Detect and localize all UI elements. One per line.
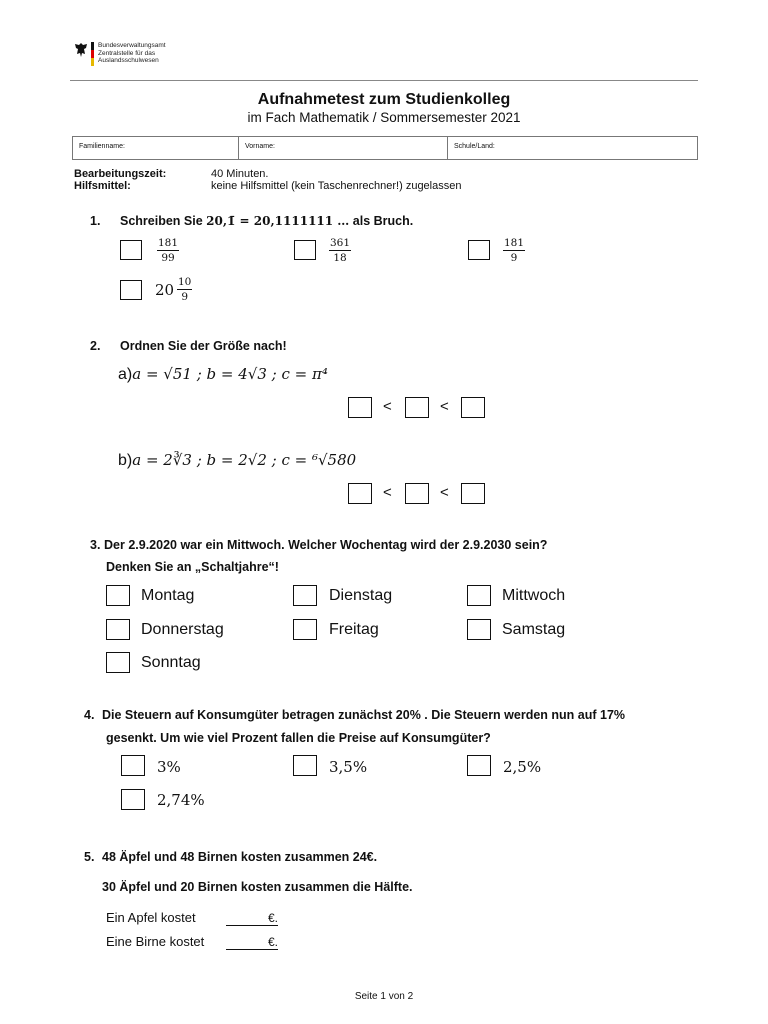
q1-option-1-checkbox[interactable] [120,240,142,260]
q3-option-dienstag: Dienstag [329,587,393,604]
aids-label: Hilfsmittel: [74,180,131,192]
q4-option-1: 3% [157,758,181,776]
q2b-slot-2[interactable] [405,483,429,504]
q3-option-donnerstag-checkbox[interactable] [106,619,130,640]
logo [74,42,88,63]
q1-prompt: Schreiben Sie 20,1̄ = 20,1111111 … als Bruch. [120,214,414,228]
q2b-slot-1[interactable] [348,483,372,504]
q2b-expression: a = 2∛3 ; b = 2√2 ; c = ⁶√580 [132,451,357,469]
q4-line-2: gesenkt. Um wie viel Prozent fallen die Preise auf Konsumgüter? [106,731,491,745]
q2a-less-than-1: < [383,398,392,415]
logo-text [98,42,166,65]
q4-line-1: Die Steuern auf Konsumgüter betragen zunächst 20% . Die Steuern werden nun auf 17% [102,708,626,722]
q4-option-4: 2,74% [157,791,205,809]
q3-option-freitag: Freitag [329,621,379,638]
q2b-label: b) [118,452,133,469]
q1-option-2: $\frac{361}{18}$ [330,237,351,264]
q1-option-4-checkbox[interactable] [120,280,142,300]
q2b-less-than-1: < [383,484,392,501]
federal-eagle-icon [74,42,88,58]
q4-option-3-checkbox[interactable] [467,755,491,776]
q4-option-1-checkbox[interactable] [121,755,145,776]
flag-stripe [91,42,94,66]
q3-number: 3. [90,538,101,552]
q1-option-1: $\frac{181}{99}$ [158,237,179,264]
q3-option-donnerstag: Donnerstag [141,621,224,638]
q2a-slot-1[interactable] [348,397,372,418]
apple-price-answer[interactable] [226,909,278,927]
q3-option-freitag-checkbox[interactable] [293,619,317,640]
page-number: Seite 1 von 2 [354,991,414,1002]
pear-price-label: Eine Birne kostet [106,934,205,949]
q3-option-samstag: Samstag [502,621,566,638]
q1-option-2-checkbox[interactable] [294,240,316,260]
q1-number: 1. [90,214,101,228]
q3-option-montag: Montag [141,587,195,604]
q3-option-sonntag-checkbox[interactable] [106,652,130,673]
logo-line: Zentralstelle für das [98,49,156,57]
q2b-slot-3[interactable] [461,483,485,504]
student-info-box [72,136,698,160]
q5-line-1: 48 Äpfel und 48 Birnen kosten zusammen 24€. [102,850,378,864]
q3-option-samstag-checkbox[interactable] [467,619,491,640]
q4-number: 4. [84,708,95,722]
q3-line-1: Der 2.9.2020 war ein Mittwoch. Welcher Wochentag wird der 2.9.2030 sein? [104,538,548,552]
time-value: 40 Minuten. [211,168,269,180]
q4-option-3: 2,5% [503,758,542,776]
q3-option-mittwoch-checkbox[interactable] [467,585,491,606]
logo-line: Auslandsschulwesen [98,57,159,64]
q1-option-4-whole: 20 [155,281,175,299]
q2b-line [118,451,356,470]
q1-option-3: $\frac{181}{9}$ [504,237,525,264]
q3-option-montag-checkbox[interactable] [106,585,130,606]
q5-line-2: 30 Äpfel und 20 Birnen kosten zusammen die Hälfte. [102,880,413,894]
page-subtitle: im Fach Mathematik / Sommersemester 2021 [247,110,521,125]
page-title: Aufnahmetest zum Studienkolleg [257,91,511,108]
q2a-line [118,365,328,384]
apple-price-currency: €. [226,911,278,926]
q2a-less-than-2: < [440,398,449,415]
q1-option-3-checkbox[interactable] [468,240,490,260]
q4-option-2: 3,5% [329,758,368,776]
family-name-field[interactable]: Familienname: [73,137,239,159]
q1-option-4-fraction: $\frac{10}{9}$ [178,276,192,303]
pear-price-currency: €. [226,935,278,950]
pear-price-answer[interactable] [226,933,278,951]
logo-line: Bundesverwaltungsamt [98,42,166,49]
q4-option-4-checkbox[interactable] [121,789,145,810]
q4-option-2-checkbox[interactable] [293,755,317,776]
header-rule [70,80,698,81]
first-name-field[interactable]: Vorname: [239,137,448,159]
q2b-less-than-2: < [440,484,449,501]
q5-number: 5. [84,850,95,864]
q2a-label: a) [118,366,133,383]
apple-price-label: Ein Apfel kostet [106,910,196,925]
q3-option-mittwoch: Mittwoch [502,587,566,604]
q3-line-2: Denken Sie an „Schaltjahre“! [106,560,279,574]
q2a-expression: a = √51 ; b = 4√3 ; c = π⁴ [132,365,328,383]
aids-value: keine Hilfsmittel (kein Taschenrechner!) zugelassen [211,180,462,192]
q2a-slot-2[interactable] [405,397,429,418]
time-label: Bearbeitungszeit: [74,168,167,180]
q2-prompt: Ordnen Sie der Größe nach! [120,339,287,353]
q3-option-dienstag-checkbox[interactable] [293,585,317,606]
q1-expression: 20,1̄ = 20,1111111 … [206,214,350,228]
school-country-field[interactable]: Schule/Land: [454,143,495,150]
q2a-slot-3[interactable] [461,397,485,418]
q3-option-sonntag: Sonntag [141,654,201,671]
q2-number: 2. [90,339,101,353]
